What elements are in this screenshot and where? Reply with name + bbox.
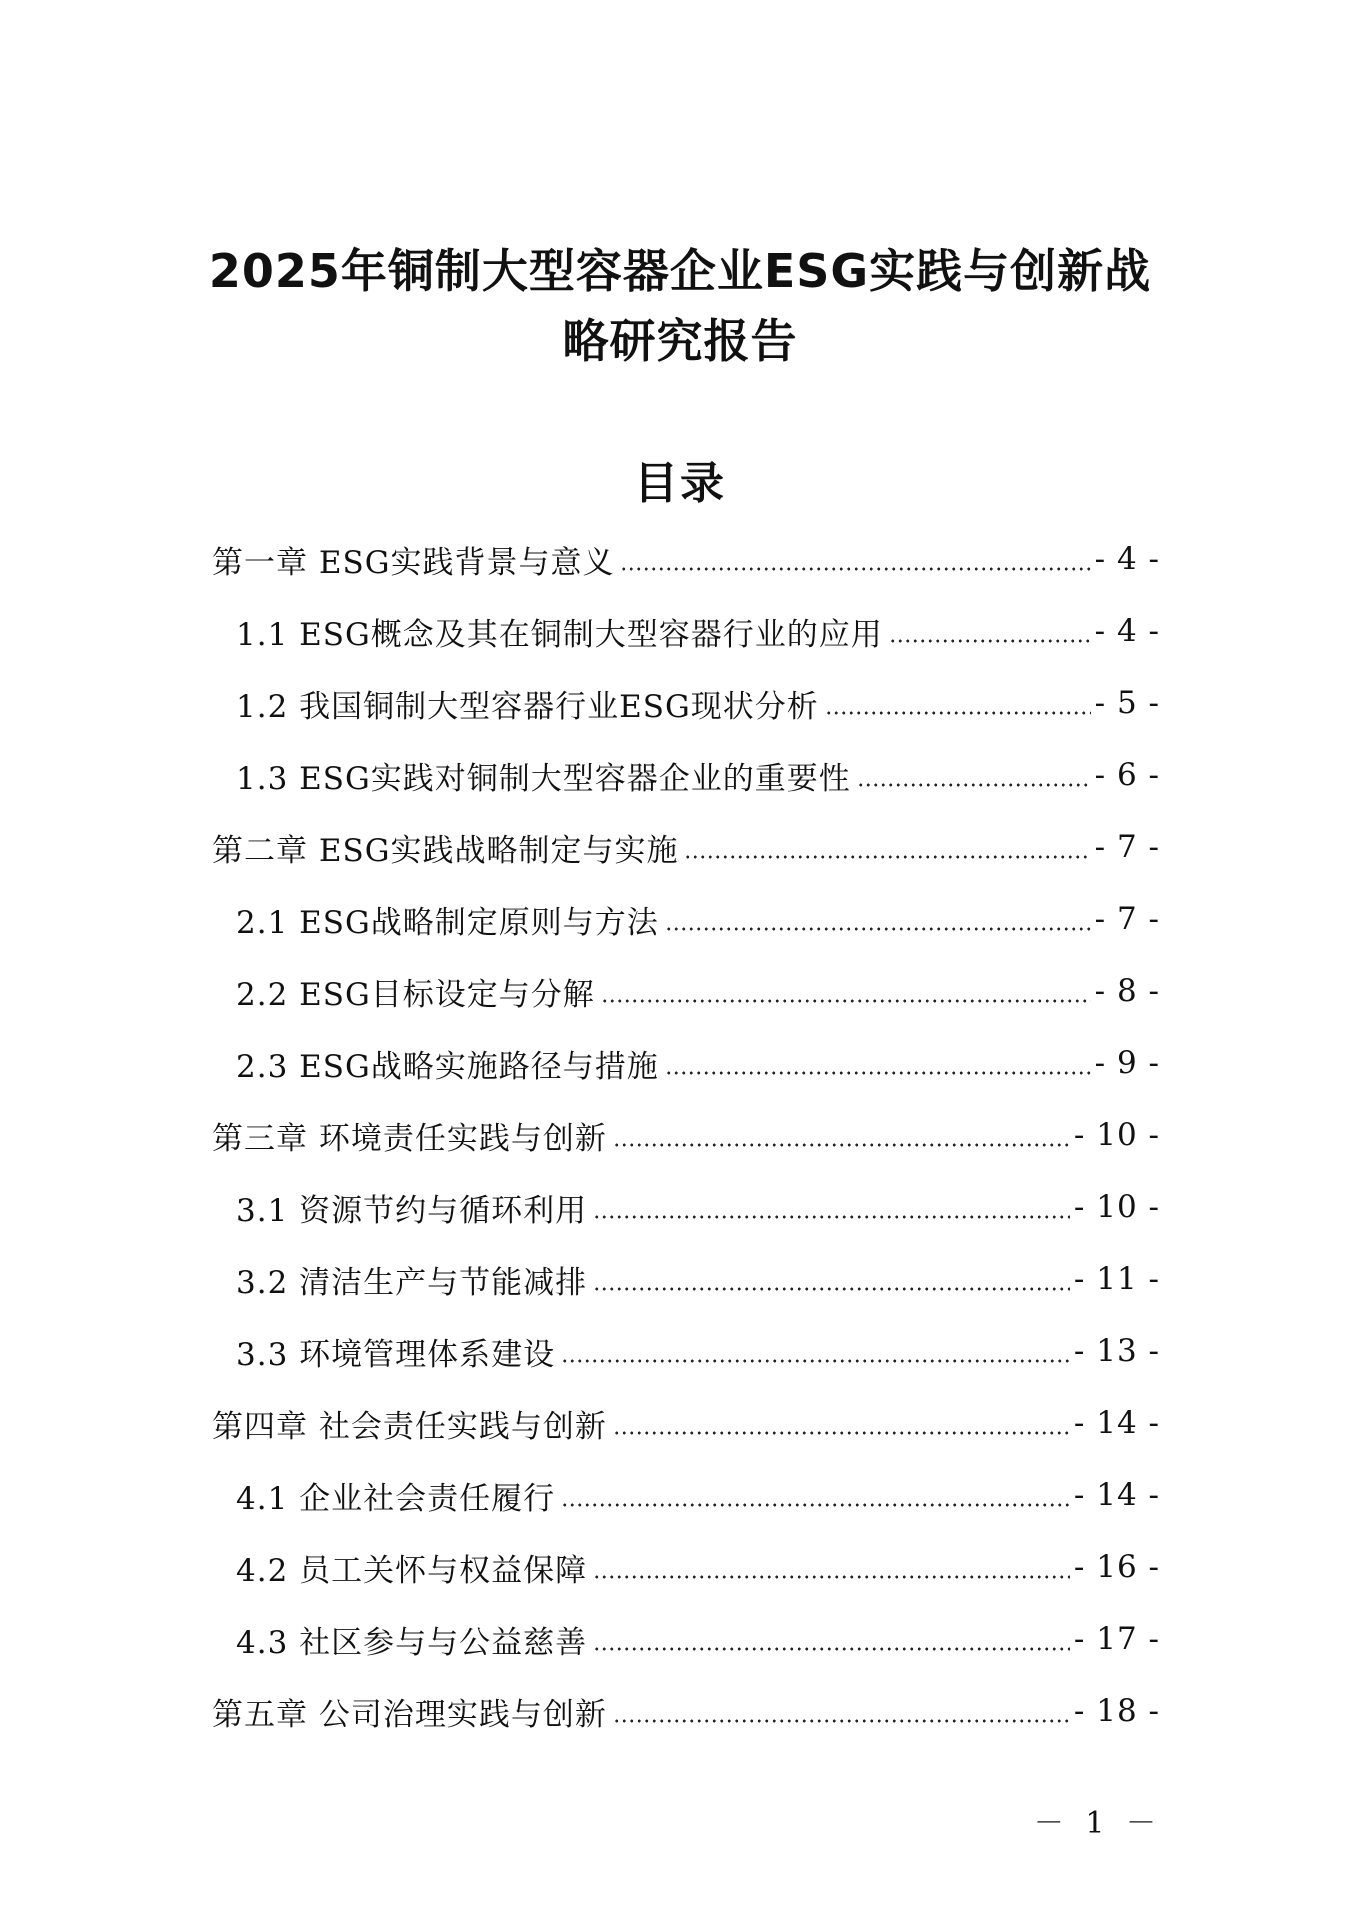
toc-dot-leader <box>561 1498 1070 1512</box>
toc-dot-leader <box>561 1354 1070 1368</box>
toc-entry-title: 4.3 社区参与与公益慈善 <box>236 1624 588 1661</box>
toc-entry-title: 3.1 资源节约与循环利用 <box>236 1192 588 1229</box>
toc-dot-leader <box>593 1642 1070 1656</box>
toc-entry-page-number: - 11 - <box>1073 1261 1160 1297</box>
toc-entry-page-number: - 7 - <box>1094 901 1160 937</box>
toc-dot-leader <box>665 1066 1091 1080</box>
toc-dot-leader <box>613 1426 1070 1440</box>
toc-dot-leader <box>613 1714 1070 1728</box>
toc-entry-page-number: - 16 - <box>1073 1549 1160 1585</box>
toc-section-entry[interactable] <box>212 1315 1160 1387</box>
toc-section-entry[interactable] <box>212 1027 1160 1099</box>
toc-dot-leader <box>593 1282 1070 1296</box>
toc-entry-page-number: - 18 - <box>1073 1693 1160 1729</box>
toc-chapter-entry[interactable] <box>212 1675 1160 1747</box>
toc-dot-leader <box>620 562 1090 576</box>
toc-chapter-entry[interactable] <box>212 1387 1160 1459</box>
toc-chapter-entry[interactable] <box>212 523 1160 595</box>
toc-section-entry[interactable] <box>212 667 1160 739</box>
table-of-contents <box>212 523 1160 1747</box>
toc-entry-page-number: - 8 - <box>1094 973 1160 1009</box>
toc-entry-title: 第四章 社会责任实践与创新 <box>212 1408 607 1445</box>
toc-entry-page-number: - 13 - <box>1073 1333 1160 1369</box>
toc-entry-page-number: - 6 - <box>1094 757 1160 793</box>
toc-section-entry[interactable] <box>212 955 1160 1027</box>
toc-dot-leader <box>601 994 1091 1008</box>
toc-section-entry[interactable] <box>212 1243 1160 1315</box>
toc-dot-leader <box>889 634 1091 648</box>
toc-chapter-entry[interactable] <box>212 811 1160 883</box>
toc-dot-leader <box>593 1570 1070 1584</box>
toc-section-entry[interactable] <box>212 1603 1160 1675</box>
toc-entry-title: 1.3 ESG实践对铜制大型容器企业的重要性 <box>236 760 851 797</box>
document-title <box>180 236 1180 376</box>
toc-entry-page-number: - 4 - <box>1094 613 1160 649</box>
toc-section-entry[interactable] <box>212 1459 1160 1531</box>
toc-entry-page-number: - 14 - <box>1073 1405 1160 1441</box>
toc-dot-leader <box>593 1210 1070 1224</box>
toc-dot-leader <box>613 1138 1070 1152</box>
toc-section-entry[interactable] <box>212 1531 1160 1603</box>
toc-dot-leader <box>684 850 1090 864</box>
toc-dot-leader <box>857 778 1091 792</box>
toc-entry-page-number: - 5 - <box>1094 685 1160 721</box>
toc-dot-leader <box>825 706 1091 720</box>
toc-section-entry[interactable] <box>212 739 1160 811</box>
toc-entry-title: 4.1 企业社会责任履行 <box>236 1480 556 1517</box>
toc-entry-title: 2.1 ESG战略制定原则与方法 <box>236 904 659 941</box>
toc-entry-title: 第一章 ESG实践背景与意义 <box>212 544 615 581</box>
toc-entry-page-number: - 7 - <box>1094 829 1160 865</box>
toc-entry-title: 4.2 员工关怀与权益保障 <box>236 1552 588 1589</box>
toc-entry-page-number: - 10 - <box>1073 1117 1160 1153</box>
page-number: － 1 － <box>1033 1806 1162 1841</box>
toc-entry-title: 1.2 我国铜制大型容器行业ESG现状分析 <box>236 688 819 725</box>
toc-entry-page-number: - 9 - <box>1094 1045 1160 1081</box>
document-title-line-1: 2025年铜制大型容器企业ESG实践与创新战 <box>208 244 1152 298</box>
toc-entry-title: 1.1 ESG概念及其在铜制大型容器行业的应用 <box>236 616 883 653</box>
toc-entry-title: 3.3 环境管理体系建设 <box>236 1336 556 1373</box>
toc-entry-page-number: - 4 - <box>1094 541 1160 577</box>
toc-entry-title: 第三章 环境责任实践与创新 <box>212 1120 607 1157</box>
toc-entry-title: 第五章 公司治理实践与创新 <box>212 1696 607 1733</box>
toc-entry-title: 第二章 ESG实践战略制定与实施 <box>212 832 679 869</box>
document-title-line-2: 略研究报告 <box>562 314 798 368</box>
toc-heading: 目录 <box>634 458 726 509</box>
toc-section-entry[interactable] <box>212 1171 1160 1243</box>
toc-entry-page-number: - 14 - <box>1073 1477 1160 1513</box>
toc-entry-title: 2.3 ESG战略实施路径与措施 <box>236 1048 659 1085</box>
toc-entry-title: 2.2 ESG目标设定与分解 <box>236 976 595 1013</box>
toc-section-entry[interactable] <box>212 595 1160 667</box>
toc-section-entry[interactable] <box>212 883 1160 955</box>
toc-entry-page-number: - 17 - <box>1073 1621 1160 1657</box>
toc-chapter-entry[interactable] <box>212 1099 1160 1171</box>
toc-entry-page-number: - 10 - <box>1073 1189 1160 1225</box>
toc-dot-leader <box>665 922 1091 936</box>
toc-entry-title: 3.2 清洁生产与节能减排 <box>236 1264 588 1301</box>
